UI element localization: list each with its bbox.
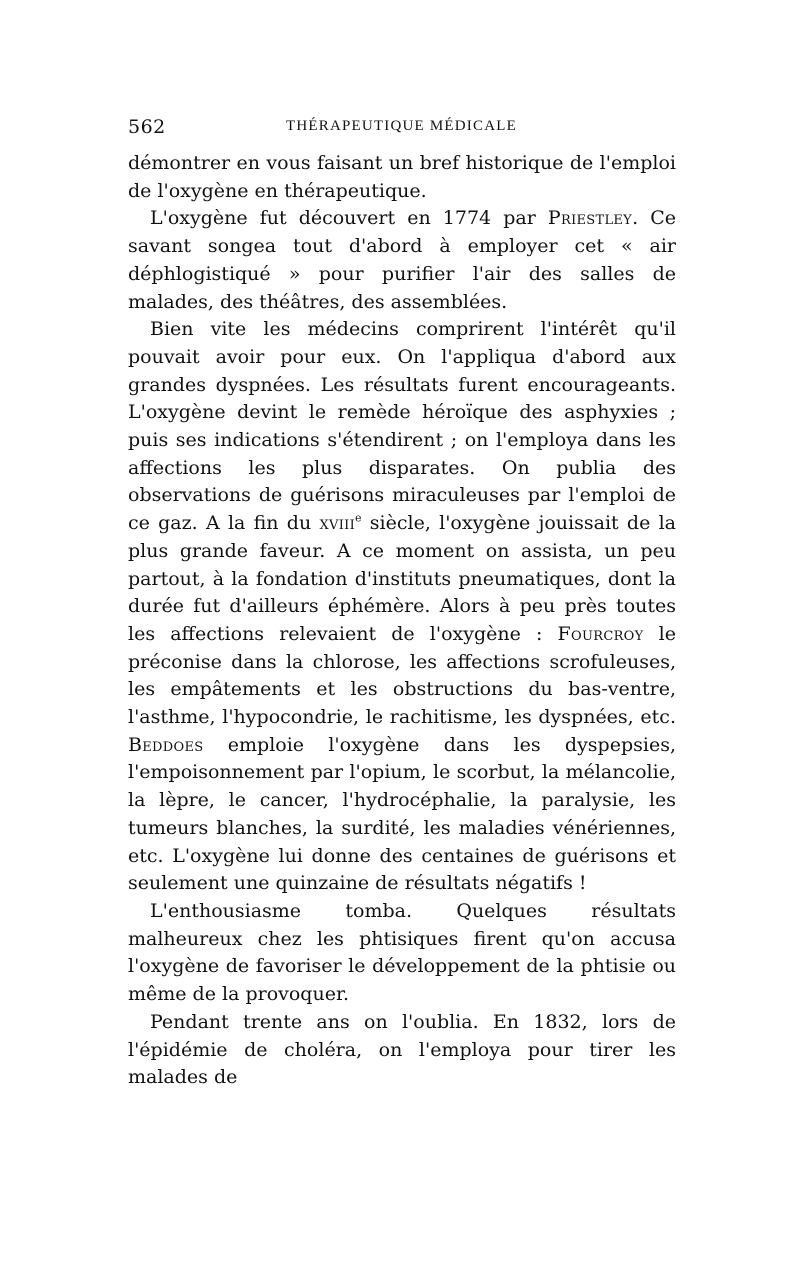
person-name-fourcroy: Fourcroy <box>557 622 644 645</box>
paragraph-priestley <box>128 205 676 316</box>
text-run: siècle, l'oxygène jouissait de la plus grande faveur. A ce moment on assista, un peu partout, à la fondation d'instituts pneumatiques, dont la durée fut d'ailleurs éphémère. Alors à peu près toutes les affections relevaient de l'oxygène : <box>128 512 676 645</box>
running-title: THÉRAPEUTIQUE MÉDICALE <box>286 118 517 134</box>
body-text <box>128 150 676 1092</box>
text-run: Bien vite les médecins comprirent l'intérêt qu'il pouvait avoir pour eux. On l'appliqua d'abord aux grandes dyspnées. Les résultats furent encourageants. L'oxygène devint le remède héroïque des asphyxies ; puis ses indications s'étendirent ; on l'employa dans les affections les plus disparates. On publia des observations de guérisons miraculeuses par l'emploi de ce gaz. A la fin du <box>128 318 676 535</box>
person-name-priestley: Priestley <box>547 207 633 230</box>
text-run: emploie l'oxygène dans les dyspepsies, l'empoisonnement par l'opium, le scorbut, la mélancolie, la lèpre, le cancer, l'hydrocéphalie, la paralysie, les tumeurs blanches, la surdité, les maladies vénériennes, etc. L'oxygène lui donne des centaines de guérisons et seulement une quinzaine de résultats négatifs ! <box>128 733 676 895</box>
text-run: . Ce savant songea tout d'abord à employer cet « air déphlogistiqué » pour purifier l'air des salles de malades, des théâtres, des assemblées. <box>128 207 676 313</box>
person-name-beddoes: Beddoes <box>128 733 204 756</box>
century-superscript: e <box>355 511 362 525</box>
paragraph-cholera: Pendant trente ans on l'oublia. En 1832, lors de l'épidémie de choléra, on l'employa pour tirer les malades de <box>128 1010 676 1089</box>
paragraph-history <box>128 316 676 898</box>
running-head <box>128 116 676 140</box>
century-numeral: xviii <box>319 512 356 535</box>
text-run: L'oxygène fut découvert en 1774 par <box>150 207 548 230</box>
page-number: 562 <box>128 116 166 138</box>
paragraph-continuation: démontrer en vous faisant un bref historique de l'emploi de l'oxygène en thérapeutique. <box>128 152 676 202</box>
text-run: le préconise dans la chlorose, les affections scrofuleuses, les empâtements et les obstructions du bas-ventre, l'asthme, l'hypocondrie, le rachitisme, les dyspnées, etc. <box>128 622 676 729</box>
paragraph-enthusiasm: L'enthousiasme tomba. Quelques résultats malheureux chez les phtisiques firent qu'on accusa l'oxygène de favoriser le développement de la phtisie ou même de la provoquer. <box>128 899 676 1006</box>
